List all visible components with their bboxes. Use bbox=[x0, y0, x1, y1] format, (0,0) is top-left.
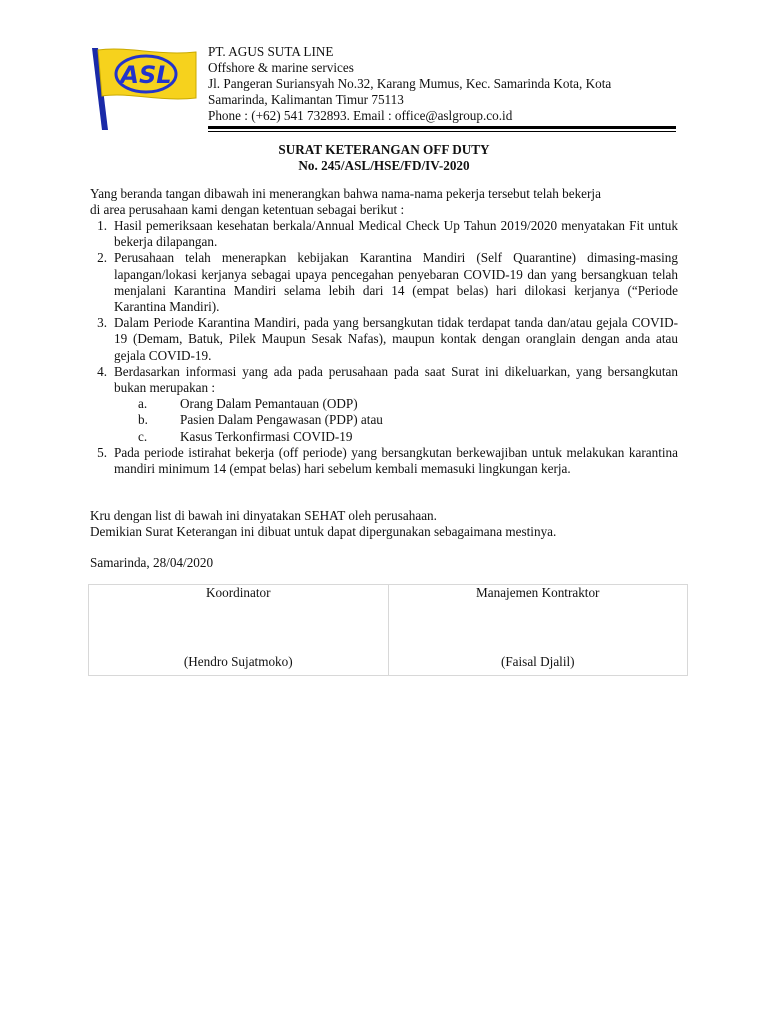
list-item-number: 4. bbox=[97, 363, 107, 379]
company-header bbox=[208, 44, 611, 124]
list-item-number: 5. bbox=[97, 444, 107, 460]
sub-item-text: Pasien Dalam Pengawasan (PDP) atau bbox=[180, 412, 383, 428]
list-item bbox=[90, 218, 678, 250]
closing-line-1: Kru dengan list di bawah ini dinyatakan SEHAT oleh perusahaan. bbox=[90, 508, 437, 523]
signature-role: Manajemen Kontraktor bbox=[476, 585, 600, 600]
list-item-number: 1. bbox=[97, 218, 107, 233]
document-number: No. 245/ASL/HSE/FD/IV-2020 bbox=[298, 158, 470, 173]
list-item bbox=[90, 315, 678, 364]
intro-paragraph bbox=[90, 186, 678, 218]
company-logo bbox=[88, 44, 200, 132]
logo-text: ASL bbox=[120, 61, 172, 89]
sub-list-item bbox=[90, 396, 678, 412]
intro-line-1: Yang beranda tangan dibawah ini menerangkan bahwa nama-nama pekerja tersebut telah bekerja bbox=[90, 186, 601, 201]
signature-cell-contractor bbox=[388, 585, 688, 675]
closing-line-2: Demikian Surat Keterangan ini dibuat untuk dapat dipergunakan sebagaimana mestinya. bbox=[90, 524, 557, 540]
sub-item-letter: b. bbox=[138, 412, 148, 428]
signature-cell-coordinator bbox=[89, 585, 388, 675]
company-address-line2: Samarinda, Kalimantan Timur 75113 bbox=[208, 92, 404, 107]
sub-item-text: Kasus Terkonfirmasi COVID-19 bbox=[180, 428, 353, 444]
document-title: SURAT KETERANGAN OFF DUTY bbox=[278, 142, 490, 157]
header-divider-thick bbox=[208, 126, 676, 129]
sub-list-item bbox=[90, 412, 678, 428]
list-item-text: Dalam Periode Karantina Mandiri, pada yang bersangkutan tidak terdapat tanda dan/atau gejala COVID-19 (Demam, Batuk, Pilek Maupun Sesak Nafas), maupun kontak dengan oranglain dengan anda atau gejala COVID-19. bbox=[114, 315, 678, 363]
list-item-number: 2. bbox=[97, 250, 107, 266]
list-item-text: Hasil pemeriksaan kesehatan berkala/Annual Medical Check Up Tahun 2019/2020 menyatakan Fit untuk bekerja dilapangan. bbox=[114, 218, 678, 250]
sub-item-letter: a. bbox=[138, 396, 148, 412]
list-item-text: Berdasarkan informasi yang ada pada perusahaan pada saat Surat ini dikeluarkan, yang bersangkutan bukan merupakan : bbox=[114, 363, 678, 396]
list-item bbox=[90, 364, 678, 396]
list-item bbox=[90, 250, 678, 315]
signature-name: (Hendro Sujatmoko) bbox=[183, 654, 293, 669]
signature-role: Koordinator bbox=[206, 585, 271, 600]
sub-item-letter: c. bbox=[138, 428, 148, 444]
list-item-number: 3. bbox=[97, 315, 107, 331]
signature-name: (Faisal Djalil) bbox=[500, 654, 575, 669]
list-item bbox=[90, 445, 678, 477]
company-tagline: Offshore & marine services bbox=[208, 60, 354, 75]
conditions-list bbox=[90, 218, 678, 477]
company-contact: Phone : (+62) 541 732893. Email : office@aslgroup.co.id bbox=[208, 108, 513, 123]
place-date: Samarinda, 28/04/2020 bbox=[90, 555, 214, 570]
header-divider-thin bbox=[208, 131, 676, 132]
sub-item-text: Orang Dalam Pemantauan (ODP) bbox=[180, 396, 358, 412]
intro-line-2: di area perusahaan kami dengan ketentuan sebagai berikut : bbox=[90, 202, 405, 218]
list-item-text: Perusahaan telah menerapkan kebijakan Karantina Mandiri (Self Quarantine) dimasing-masing lapangan/lokasi kerjanya sebagai upaya pencegahan penyebaran COVID-19 dan yang bersangkuan telah menjalani Karantina Mandiri selama lebih dari 14 (empat belas) hari dilokasi kerjanya (“Periode Karantina Mandiri). bbox=[114, 250, 678, 315]
closing-paragraph bbox=[90, 508, 678, 540]
signature-table bbox=[88, 584, 688, 676]
company-name: PT. AGUS SUTA LINE bbox=[208, 44, 334, 59]
list-item-text: Pada periode istirahat bekerja (off periode) yang bersangkutan berkewajiban untuk melakukan karantina mandiri minimum 14 (empat belas) hari sebelum kembali memasuki lingkungan kerja. bbox=[114, 444, 678, 477]
sub-list-item bbox=[90, 429, 678, 445]
company-address-line1: Jl. Pangeran Suriansyah No.32, Karang Mumus, Kec. Samarinda Kota, Kota bbox=[208, 76, 612, 91]
